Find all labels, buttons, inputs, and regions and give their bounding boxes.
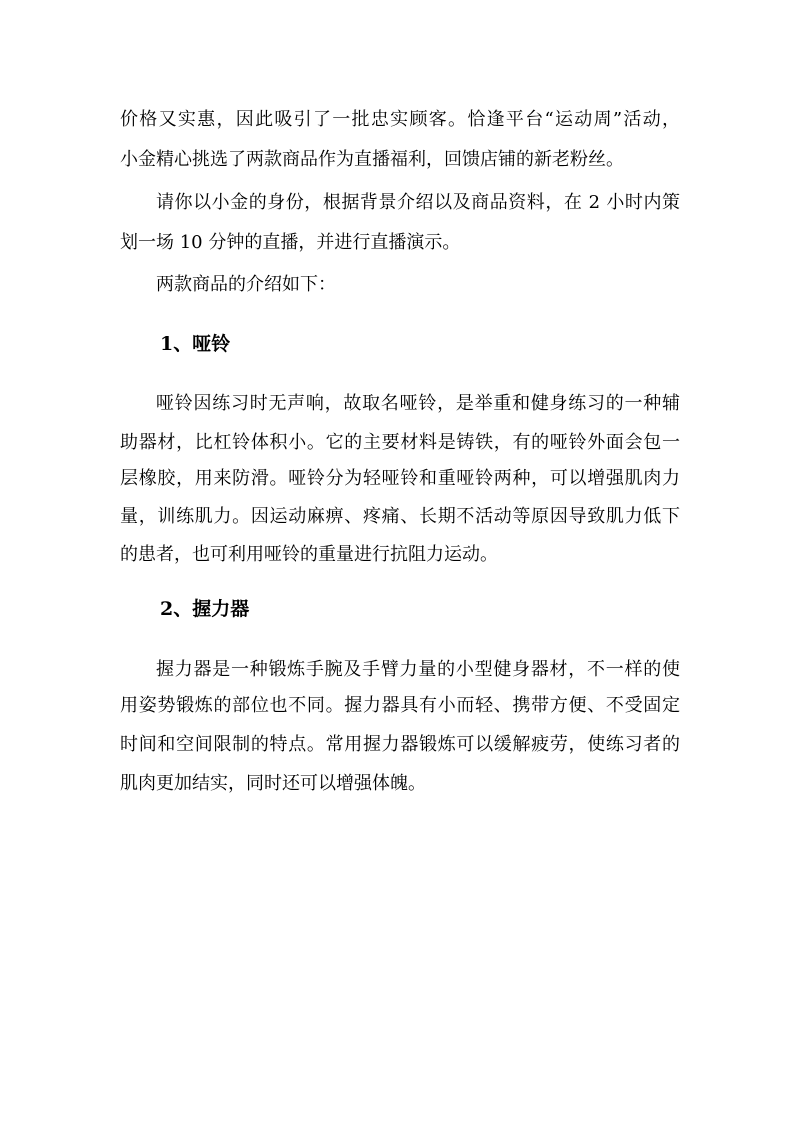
task-line-2: 划一场 10 分钟的直播，并进行直播演示。 bbox=[120, 232, 461, 253]
section2-line-1: 握力器是一种锻炼手腕及手臂力量的小型健身器材，不一样的使 bbox=[156, 659, 680, 680]
task-line-1: 请你以小金的身份，根据背景介绍以及商品资料，在 2 小时内策 bbox=[156, 192, 680, 213]
section1-line-1: 哑铃因练习时无声响，故取名哑铃，是举重和健身练习的一种辅 bbox=[156, 393, 680, 414]
section2-line-2: 用姿势锻炼的部位也不同。握力器具有小而轻、携带方便、不受固定 bbox=[120, 695, 680, 716]
section2-line-3: 时间和空间限制的特点。常用握力器锻炼可以缓解疲劳，使练习者的 bbox=[120, 734, 680, 755]
section1-line-3: 层橡胶，用来防滑。哑铃分为轻哑铃和重哑铃两种，可以增强肌肉力 bbox=[120, 468, 680, 489]
products-intro: 两款商品的介绍如下： bbox=[156, 274, 336, 295]
section-heading-grip-strengthener: 2、握力器 bbox=[160, 598, 250, 620]
section1-line-2: 助器材，比杠铃体积小。它的主要材料是铸铁，有的哑铃外面会包一 bbox=[120, 432, 680, 453]
section1-line-5: 的患者，也可利用哑铃的重量进行抗阻力运动。 bbox=[120, 544, 498, 565]
section-heading-dumbbell: 1、哑铃 bbox=[160, 333, 231, 355]
intro-line-2: 小金精心挑选了两款商品作为直播福利，回馈店铺的新老粉丝。 bbox=[120, 149, 624, 170]
section1-line-4: 量，训练肌力。因运动麻痹、疼痛、长期不活动等原因导致肌力低下 bbox=[120, 506, 680, 527]
intro-line-1: 价格又实惠，因此吸引了一批忠实顾客。恰逢平台“运动周”活动， bbox=[120, 109, 680, 130]
section2-line-4: 肌肉更加结实，同时还可以增强体魄。 bbox=[120, 773, 426, 794]
